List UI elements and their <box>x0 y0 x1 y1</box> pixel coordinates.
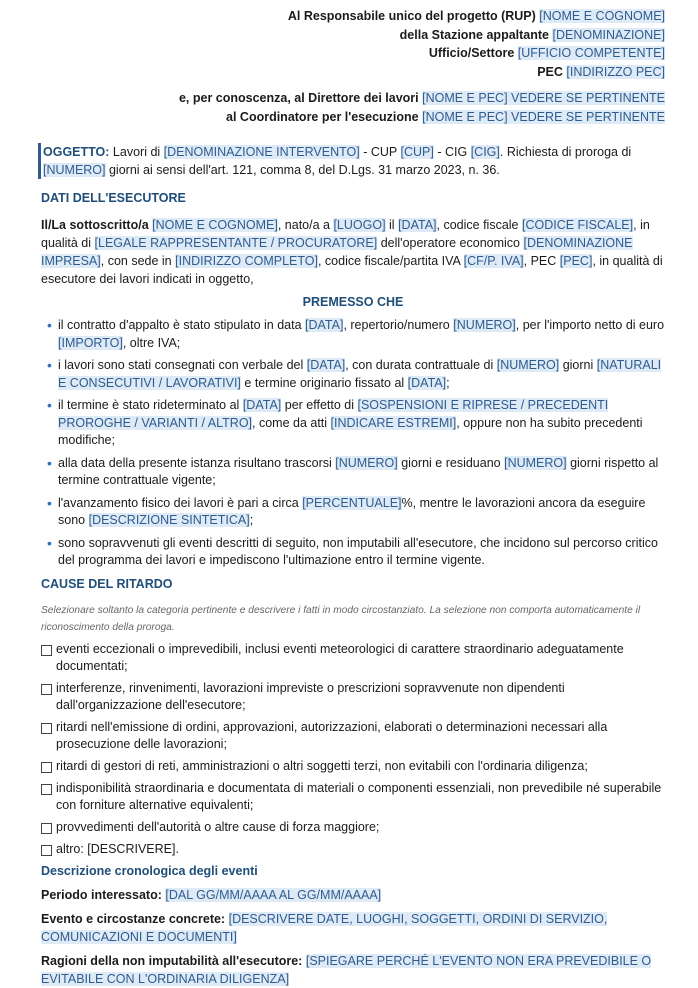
section-title-dati: DATI DELL'ESECUTORE <box>41 191 186 205</box>
recipient-rup: Al Responsabile unico del progetto (RUP) [NOME E COGNOME] <box>287 9 665 23</box>
checkbox-item[interactable]: indisponibilità straordinaria e documentata di materiali o componenti essenziali, non prevedibile né superabile con forniture alternative equivalenti; <box>41 780 665 814</box>
checkbox-item[interactable]: provvedimenti dell'autorità o altre cause di forza maggiore; <box>41 819 665 836</box>
placeholder[interactable]: [DATA] <box>306 358 346 372</box>
placeholder[interactable]: [INDIRIZZO COMPLETO] <box>175 254 318 268</box>
placeholder[interactable]: [SPIEGARE PERCHÉ L'EVENTO NON ERA PREVEDIBILE O EVITABILE CON L'ORDINARIA DILIGENZA] <box>41 954 652 986</box>
bullet-icon: • <box>47 534 52 551</box>
checkbox-item[interactable]: ritardi di gestori di reti, amministrazioni o altri soggetti terzi, non evitabili con l'ordinaria diligenza; <box>41 758 665 775</box>
subsection-title-cronologia: Descrizione cronologica degli eventi <box>41 863 258 878</box>
cc-direttore: e, per conoscenza, al Direttore dei lavori [NOME E PEC] VEDERE SE PERTINENTE <box>178 91 665 105</box>
placeholder[interactable]: [DENOMINAZIONE IMPRESA] <box>41 236 633 268</box>
checkbox-icon[interactable] <box>41 823 52 834</box>
placeholder[interactable]: [DATA] <box>242 398 282 412</box>
checkbox-icon[interactable] <box>41 723 52 734</box>
field-ragioni: Ragioni della non imputabilità all'esecutore: [SPIEGARE PERCHÉ L'EVENTO NON ERA PREVEDIBILE O EVITABILE CON L'ORDINARIA DILIGENZA] <box>41 954 652 986</box>
list-item: • alla data della presente istanza risultano trascorsi [NUMERO] giorni e residuano [NUMERO] giorni rispetto al termine contrattuale vigente; <box>47 454 659 487</box>
bullet-icon: • <box>47 317 52 333</box>
field-periodo: Periodo interessato: [DAL GG/MM/AAAA AL GG/MM/AAAA] <box>41 887 382 902</box>
bullet-icon: • <box>47 357 52 373</box>
cause-checklist <box>41 641 665 858</box>
placeholder[interactable]: [DENOMINAZIONE INTERVENTO] <box>163 145 360 159</box>
placeholder[interactable]: [SOSPENSIONI E RIPRESE / PRECEDENTI PROROGHE / VARIANTI / ALTRO] <box>58 398 609 430</box>
recipient-stazione: della Stazione appaltante [DENOMINAZIONE] <box>399 27 665 42</box>
placeholder[interactable]: [DENOMINAZIONE] <box>552 27 665 42</box>
placeholder[interactable]: [IMPORTO] <box>58 335 123 350</box>
placeholder[interactable]: [UFFICIO COMPETENTE] <box>517 46 665 60</box>
placeholder[interactable]: [CODICE FISCALE] <box>521 218 634 232</box>
placeholder[interactable]: [LUOGO] <box>333 218 386 232</box>
checkbox-icon[interactable] <box>41 684 52 695</box>
checkbox-item[interactable]: altro: [DESCRIVERE]. <box>41 841 665 858</box>
recipient-pec: PEC [INDIRIZZO PEC] <box>537 64 665 79</box>
placeholder[interactable]: [INDIRIZZO PEC] <box>566 64 665 79</box>
list-item: • il contratto d'appalto è stato stipulato in data [DATA], repertorio/numero [NUMERO], per l'importo netto di euro [IMPORTO], oltre IVA; <box>47 317 665 350</box>
checkbox-item[interactable]: interferenze, rinvenimenti, lavorazioni impreviste o prescrizioni sopravvenute non dipendenti dall'organizzazione dell'esecutore; <box>41 680 665 714</box>
checkbox-item[interactable]: eventi eccezionali o imprevedibili, inclusi eventi meteorologici di carattere straordinario adeguatamente documentati; <box>41 641 665 675</box>
placeholder[interactable]: [DATA] <box>398 218 437 232</box>
placeholder[interactable]: [NUMERO] <box>335 455 398 470</box>
placeholder[interactable]: [DESCRIZIONE SINTETICA] <box>88 513 250 527</box>
list-item: • il termine è stato rideterminato al [DATA] per effetto di [SOSPENSIONI E RIPRESE / PRECEDENTI PROROGHE / VARIANTI / ALTRO], come da atti [INDICARE ESTREMI], oppure non ha subito precedenti modifiche; <box>47 397 643 447</box>
bullet-icon: • <box>47 454 52 471</box>
list-item: • l'avanzamento fisico dei lavori è pari a circa [PERCENTUALE]%, mentre le lavorazioni ancora da eseguire sono [DESCRIZIONE SINTETICA]; <box>47 494 646 527</box>
placeholder[interactable]: [CIG] <box>470 145 500 159</box>
placeholder[interactable]: [DAL GG/MM/AAAA AL GG/MM/AAAA] <box>165 887 382 902</box>
placeholder[interactable]: [INDICARE ESTREMI] <box>330 415 457 430</box>
dati-paragraph: Il/La sottoscritto/a [NOME E COGNOME], nato/a a [LUOGO] il [DATA], codice fiscale [CODICE FISCALE], in qualità di [LEGALE RAPPRESENTANTE / PROCURATORE] dell'operatore economico [DENOMINAZIONE IMPRESA], con sede in [INDIRIZZO COMPLETO], codice fiscale/partita IVA [CF/P. IVA], PEC [PEC], in qualità di esecutore dei lavori indicati in oggetto, <box>41 218 663 286</box>
placeholder[interactable]: [DATA] <box>305 318 344 332</box>
placeholder[interactable]: [CUP] <box>400 145 434 159</box>
placeholder[interactable]: [NUMERO] <box>453 318 516 332</box>
checkbox-icon[interactable] <box>41 645 52 656</box>
list-item: • i lavori sono stati consegnati con verbale del [DATA], con durata contrattuale di [NUMERO] giorni [NATURALI E CONSECUTIVI / LAVORATIVI] e termine originario fissato al [DATA]; <box>47 357 662 390</box>
checkbox-icon[interactable] <box>41 784 52 795</box>
placeholder[interactable]: [NATURALI E CONSECUTIVI / LAVORATIVI] <box>58 358 662 390</box>
placeholder[interactable]: [NOME E COGNOME] <box>152 218 278 232</box>
placeholder[interactable]: [NOME E COGNOME] <box>539 9 665 23</box>
bullet-icon: • <box>47 494 52 511</box>
premesso-list <box>41 317 665 570</box>
placeholder[interactable]: [PERCENTUALE] <box>302 495 402 510</box>
checkbox-icon[interactable] <box>41 845 52 856</box>
placeholder[interactable]: [NOME E PEC] VEDERE SE PERTINENTE <box>422 109 665 124</box>
cause-note: Selezionare soltanto la categoria pertinente e descrivere i fatti in modo circostanziato. La selezione non comporta automaticamente il riconoscimento della proroga. <box>41 604 641 633</box>
checkbox-icon[interactable] <box>41 762 52 773</box>
recipient-ufficio: Ufficio/Settore [UFFICIO COMPETENTE] <box>428 46 665 60</box>
document-page <box>41 7 665 988</box>
section-title-premesso: PREMESSO CHE <box>302 295 404 309</box>
recipient-block <box>41 7 665 126</box>
placeholder[interactable]: [LEGALE RAPPRESENTANTE / PROCURATORE] <box>94 236 378 250</box>
subject-line: OGGETTO: Lavori di [DENOMINAZIONE INTERVENTO] - CUP [CUP] - CIG [CIG]. Richiesta di proroga di [NUMERO] giorni ai sensi dell'art. 121, comma 8, del D.Lgs. 31 marzo 2023, n. 36. <box>38 143 665 179</box>
placeholder[interactable]: [NUMERO] <box>43 163 106 177</box>
cc-coordinatore: al Coordinatore per l'esecuzione [NOME E PEC] VEDERE SE PERTINENTE <box>226 109 665 124</box>
placeholder[interactable]: [DATA] <box>407 375 447 390</box>
placeholder[interactable]: [CF/P. IVA] <box>463 254 524 268</box>
placeholder[interactable]: [NUMERO] <box>496 358 560 372</box>
placeholder[interactable]: [DESCRIVERE DATE, LUOGHI, SOGGETTI, ORDINI DI SERVIZIO, COMUNICAZIONI E DOCUMENTI] <box>41 912 608 944</box>
field-evento: Evento e circostanze concrete: [DESCRIVERE DATE, LUOGHI, SOGGETTI, ORDINI DI SERVIZIO, COMUNICAZIONI E DOCUMENTI] <box>41 912 608 944</box>
checkbox-item[interactable]: ritardi nell'emissione di ordini, approvazioni, autorizzazioni, elaborati o determinazioni necessari alla prosecuzione delle lavorazioni; <box>41 719 665 753</box>
placeholder[interactable]: [NOME E PEC] VEDERE SE PERTINENTE <box>422 91 665 105</box>
bullet-icon: • <box>47 397 52 413</box>
section-title-cause: CAUSE DEL RITARDO <box>41 576 173 591</box>
placeholder[interactable]: [PEC] <box>559 254 593 268</box>
list-item: • sono sopravvenuti gli eventi descritti di seguito, non imputabili all'esecutore, che incidono sul percorso critico del programma dei lavori e impediscono l'ultimazione entro il termine vigente. <box>47 534 658 567</box>
placeholder[interactable]: [NUMERO] <box>504 455 567 470</box>
